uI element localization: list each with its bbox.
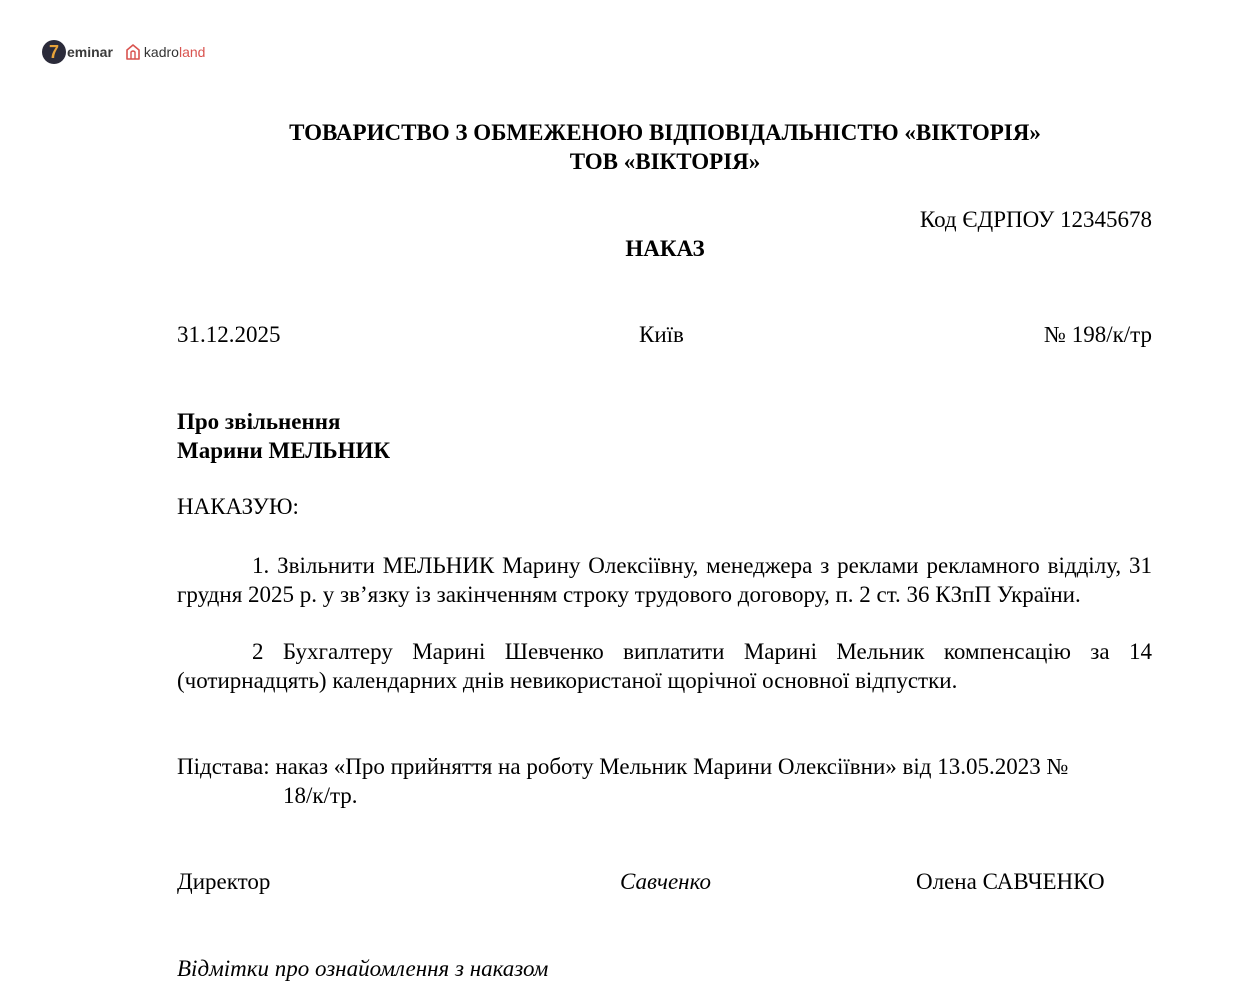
acknowledgement-note: Відмітки про ознайомлення з наказом	[177, 956, 549, 981]
edrpou-code: Код ЄДРПОУ 12345678	[919, 207, 1152, 232]
order-city: Київ	[639, 322, 684, 347]
kadroland-text-main: kadro	[143, 44, 179, 60]
company-full-name: ТОВАРИСТВО З ОБМЕЖЕНОЮ ВІДПОВІДАЛЬНІСТЮ «ВІКТОРІЯ»	[289, 120, 1041, 145]
seminar-logo	[42, 40, 113, 64]
order-item-1: 1. Звільнити МЕЛЬНИК Марину Олексіївну, менеджера з реклами рекламного відділу, 31 грудня 2025 р. у зв’язку із закінченням строку трудового договору, п. 2 ст. 36 КЗпП України.	[177, 553, 1152, 607]
signer-position: Директор	[177, 869, 271, 894]
house-logo-icon	[125, 43, 141, 61]
kadroland-logo	[125, 43, 206, 61]
company-short-name: ТОВ «ВІКТОРІЯ»	[569, 149, 761, 174]
seminar-logo-text: eminar	[67, 44, 113, 60]
basis-line-2: 18/к/тр.	[283, 783, 358, 808]
order-number: № 198/к/тр	[1044, 322, 1152, 347]
seven-logo-icon: 7	[42, 40, 66, 64]
logos	[42, 40, 205, 64]
subject-line-2: Марини МЕЛЬНИК	[177, 438, 391, 463]
basis	[177, 752, 1157, 810]
signature: Савченко	[620, 869, 711, 894]
kadroland-text-accent: land	[178, 44, 206, 60]
order-date: 31.12.2025	[177, 322, 281, 347]
subject-line-1: Про звільнення	[177, 409, 341, 434]
decree-heading: НАКАЗУЮ:	[177, 494, 299, 519]
order-item-2: 2 Бухгалтеру Марині Шевченко виплатити Марині Мельник компенсацію за 14 (чотирнадцять) календарних днів невикористаної щорічної основної відпустки.	[177, 639, 1152, 693]
signer-name: Олена САВЧЕНКО	[916, 869, 1105, 894]
document-title: НАКАЗ	[625, 236, 705, 261]
kadroland-logo-text	[144, 44, 206, 60]
basis-line-1: Підстава: наказ «Про прийняття на роботу Мельник Марини Олексіївни» від 13.05.2023 №	[177, 754, 1069, 779]
